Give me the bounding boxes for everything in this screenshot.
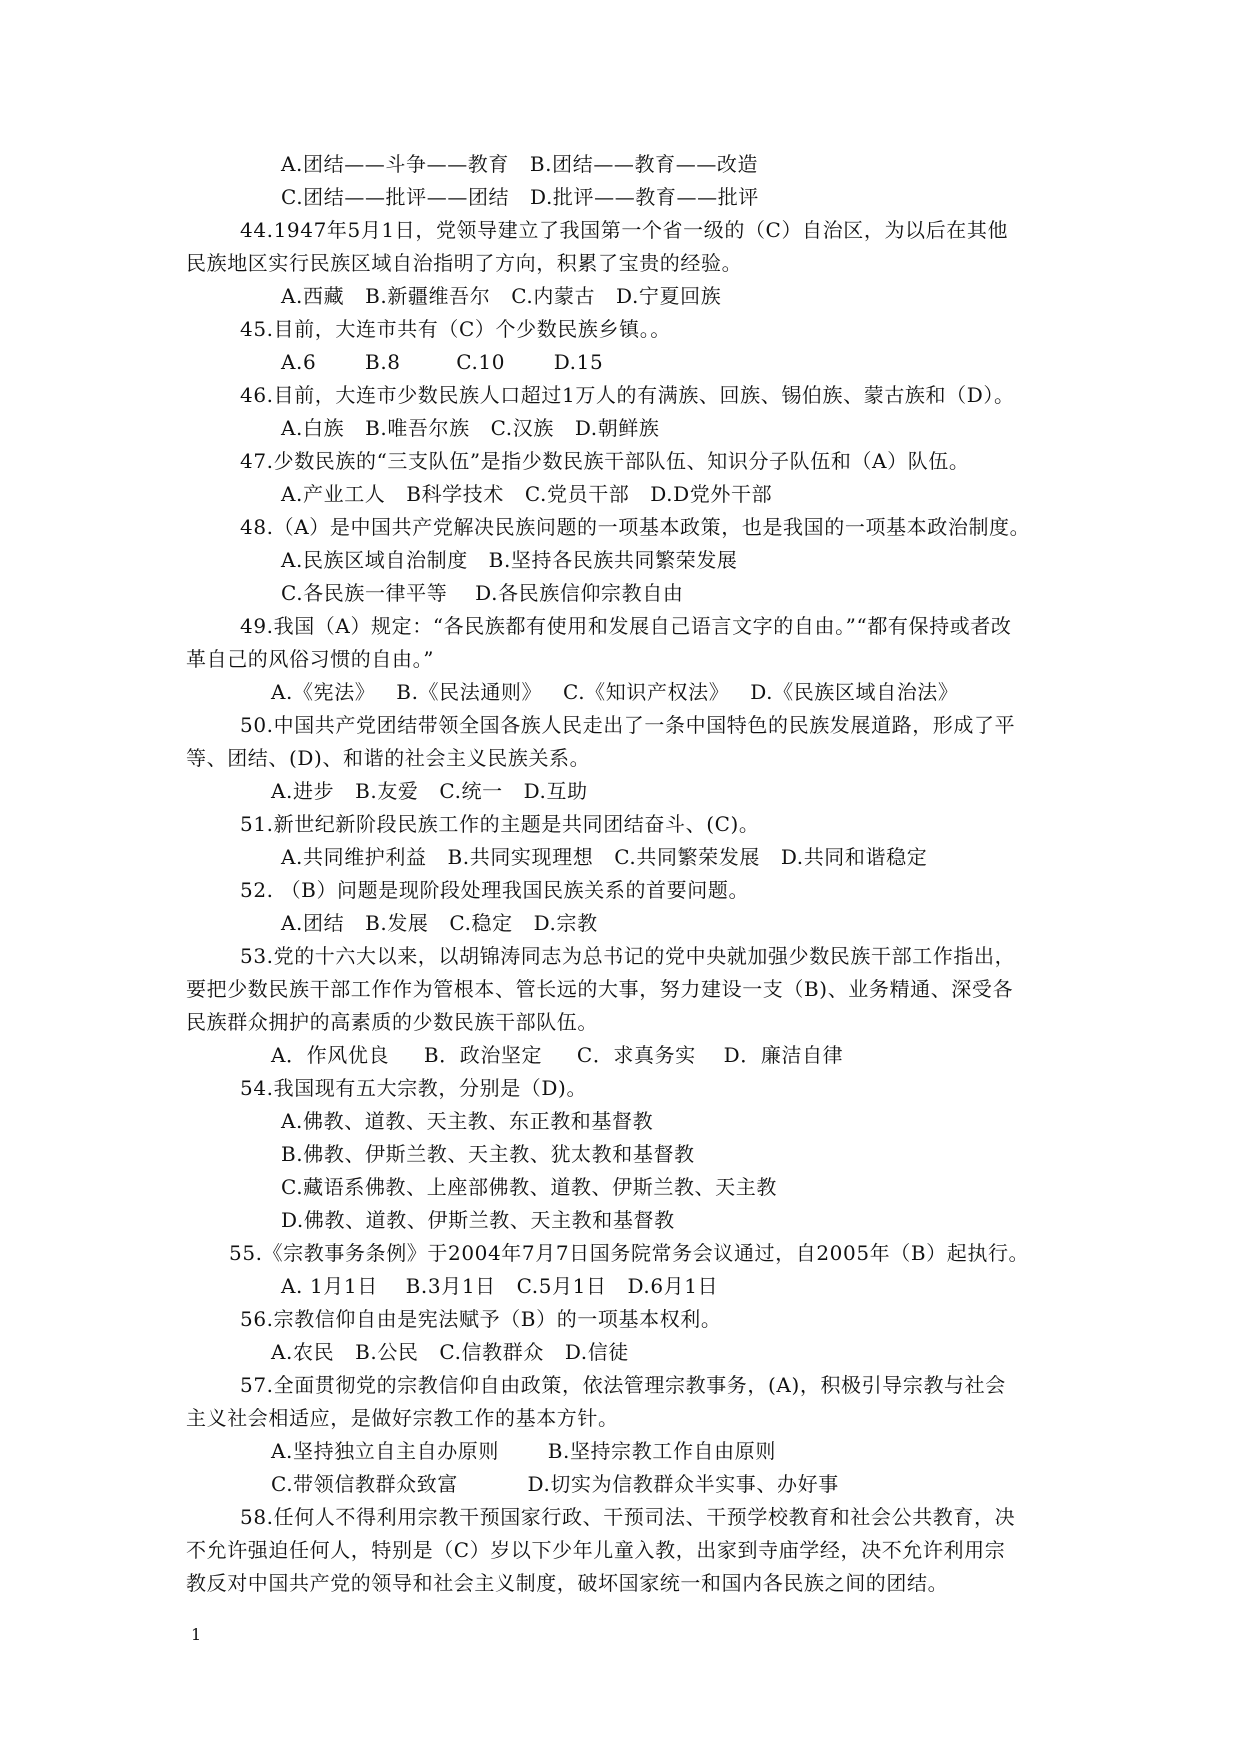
question-53: 53.党的十六大以来，以胡锦涛同志为总书记的党中央就加强少数民族干部工作指出， [240,944,1016,968]
question-49: 49.我国（A）规定：“各民族都有使用和发展自己语言文字的自由。”“都有保持或者改 [240,614,1012,638]
option-line: A.共同维护利益 B.共同实现理想 C.共同繁荣发展 D.共同和谐稳定 [281,845,928,869]
option-line: C.团结——批评——团结 D.批评——教育——批评 [281,185,759,209]
question-44: 44.1947年5月1日，党领导建立了我国第一个省一级的（C）自治区，为以后在其他 [240,218,1009,242]
question-56: 56.宗教信仰自由是宪法赋予（B）的一项基本权利。 [240,1307,722,1331]
option-line: A.《宪法》 B.《民法通则》 C.《知识产权法》 D.《民族区域自治法》 [271,680,959,704]
question-50: 50.中国共产党团结带领全国各族人民走出了一条中国特色的民族发展道路，形成了平 [240,713,1016,737]
option-line: A.佛教、道教、天主教、东正教和基督教 [281,1109,654,1133]
question-44-continuation: 民族地区实行民族区域自治指明了方向，积累了宝贵的经验。 [186,251,743,275]
page-number: 1 [191,1625,202,1644]
option-line: A．作风优良 B．政治坚定 C．求真务实 D．廉洁自律 [271,1043,844,1067]
question-53-continuation: 要把少数民族干部工作作为管根本、管长远的大事，努力建设一支（B)、业务精通、深受各 [186,977,1014,1001]
question-57-continuation: 主义社会相适应，是做好宗教工作的基本方针。 [186,1406,619,1430]
option-line: A. 1月1日 B.3月1日 C.5月1日 D.6月1日 [281,1274,719,1298]
question-55: 55.《宗教事务条例》于2004年7月7日国务院常务会议通过，自2005年（B）起执行。 [229,1241,1030,1265]
option-line: A.农民 B.公民 C.信教群众 D.信徒 [271,1340,629,1364]
option-line: A.民族区域自治制度 B.坚持各民族共同繁荣发展 [281,548,738,572]
option-line: C.各民族一律平等 D.各民族信仰宗教自由 [281,581,684,605]
option-line: A.进步 B.友爱 C.统一 D.互助 [271,779,588,803]
question-47: 47.少数民族的“三支队伍”是指少数民族干部队伍、知识分子队伍和（A）队伍。 [240,449,970,473]
question-51: 51.新世纪新阶段民族工作的主题是共同团结奋斗、(C)。 [240,812,760,836]
option-line: A.团结——斗争——教育 B.团结——教育——改造 [281,152,759,176]
option-line: C.藏语系佛教、上座部佛教、道教、伊斯兰教、天主教 [281,1175,777,1199]
question-53-continuation: 民族群众拥护的高素质的少数民族干部队伍。 [186,1010,598,1034]
question-45: 45.目前，大连市共有（C）个少数民族乡镇。。 [240,317,671,341]
question-46: 46.目前，大连市少数民族人口超过1万人的有满族、回族、锡伯族、蒙古族和（D）。 [240,383,1015,407]
question-50-continuation: 等、团结、(D)、和谐的社会主义民族关系。 [186,746,591,770]
option-line: A.白族 B.唯吾尔族 C.汉族 D.朝鲜族 [281,416,660,440]
option-line: A.坚持独立自主自办原则 B.坚持宗教工作自由原则 [271,1439,776,1463]
question-58: 58.任何人不得利用宗教干预国家行政、干预司法、干预学校教育和社会公共教育，决 [240,1505,1016,1529]
question-58-continuation: 教反对中国共产党的领导和社会主义制度，破坏国家统一和国内各民族之间的团结。 [186,1571,949,1595]
option-line: B.佛教、伊斯兰教、天主教、犹太教和基督教 [281,1142,695,1166]
option-line: D.佛教、道教、伊斯兰教、天主教和基督教 [281,1208,675,1232]
option-line: A.6 B.8 C.10 D.15 [281,350,604,374]
question-54: 54.我国现有五大宗教，分别是（D)。 [240,1076,588,1100]
question-58-continuation: 不允许强迫任何人，特别是（C）岁以下少年儿童入教，出家到寺庙学经，决不允许利用宗 [186,1538,1006,1562]
question-52: 52. （B）问题是现阶段处理我国民族关系的首要问题。 [240,878,750,902]
question-49-continuation: 革自己的风俗习惯的自由。” [186,647,435,671]
question-48: 48.（A）是中国共产党解决民族问题的一项基本政策，也是我国的一项基本政治制度。 [240,515,1031,539]
option-line: A.产业工人 B科学技术 C.党员干部 D.D党外干部 [281,482,773,506]
option-line: C.带领信教群众致富 D.切实为信教群众半实事、办好事 [271,1472,839,1496]
question-57: 57.全面贯彻党的宗教信仰自由政策，依法管理宗教事务，(A)，积极引导宗教与社会 [240,1373,1006,1397]
option-line: A.团结 B.发展 C.稳定 D.宗教 [281,911,598,935]
option-line: A.西藏 B.新疆维吾尔 C.内蒙古 D.宁夏回族 [281,284,722,308]
